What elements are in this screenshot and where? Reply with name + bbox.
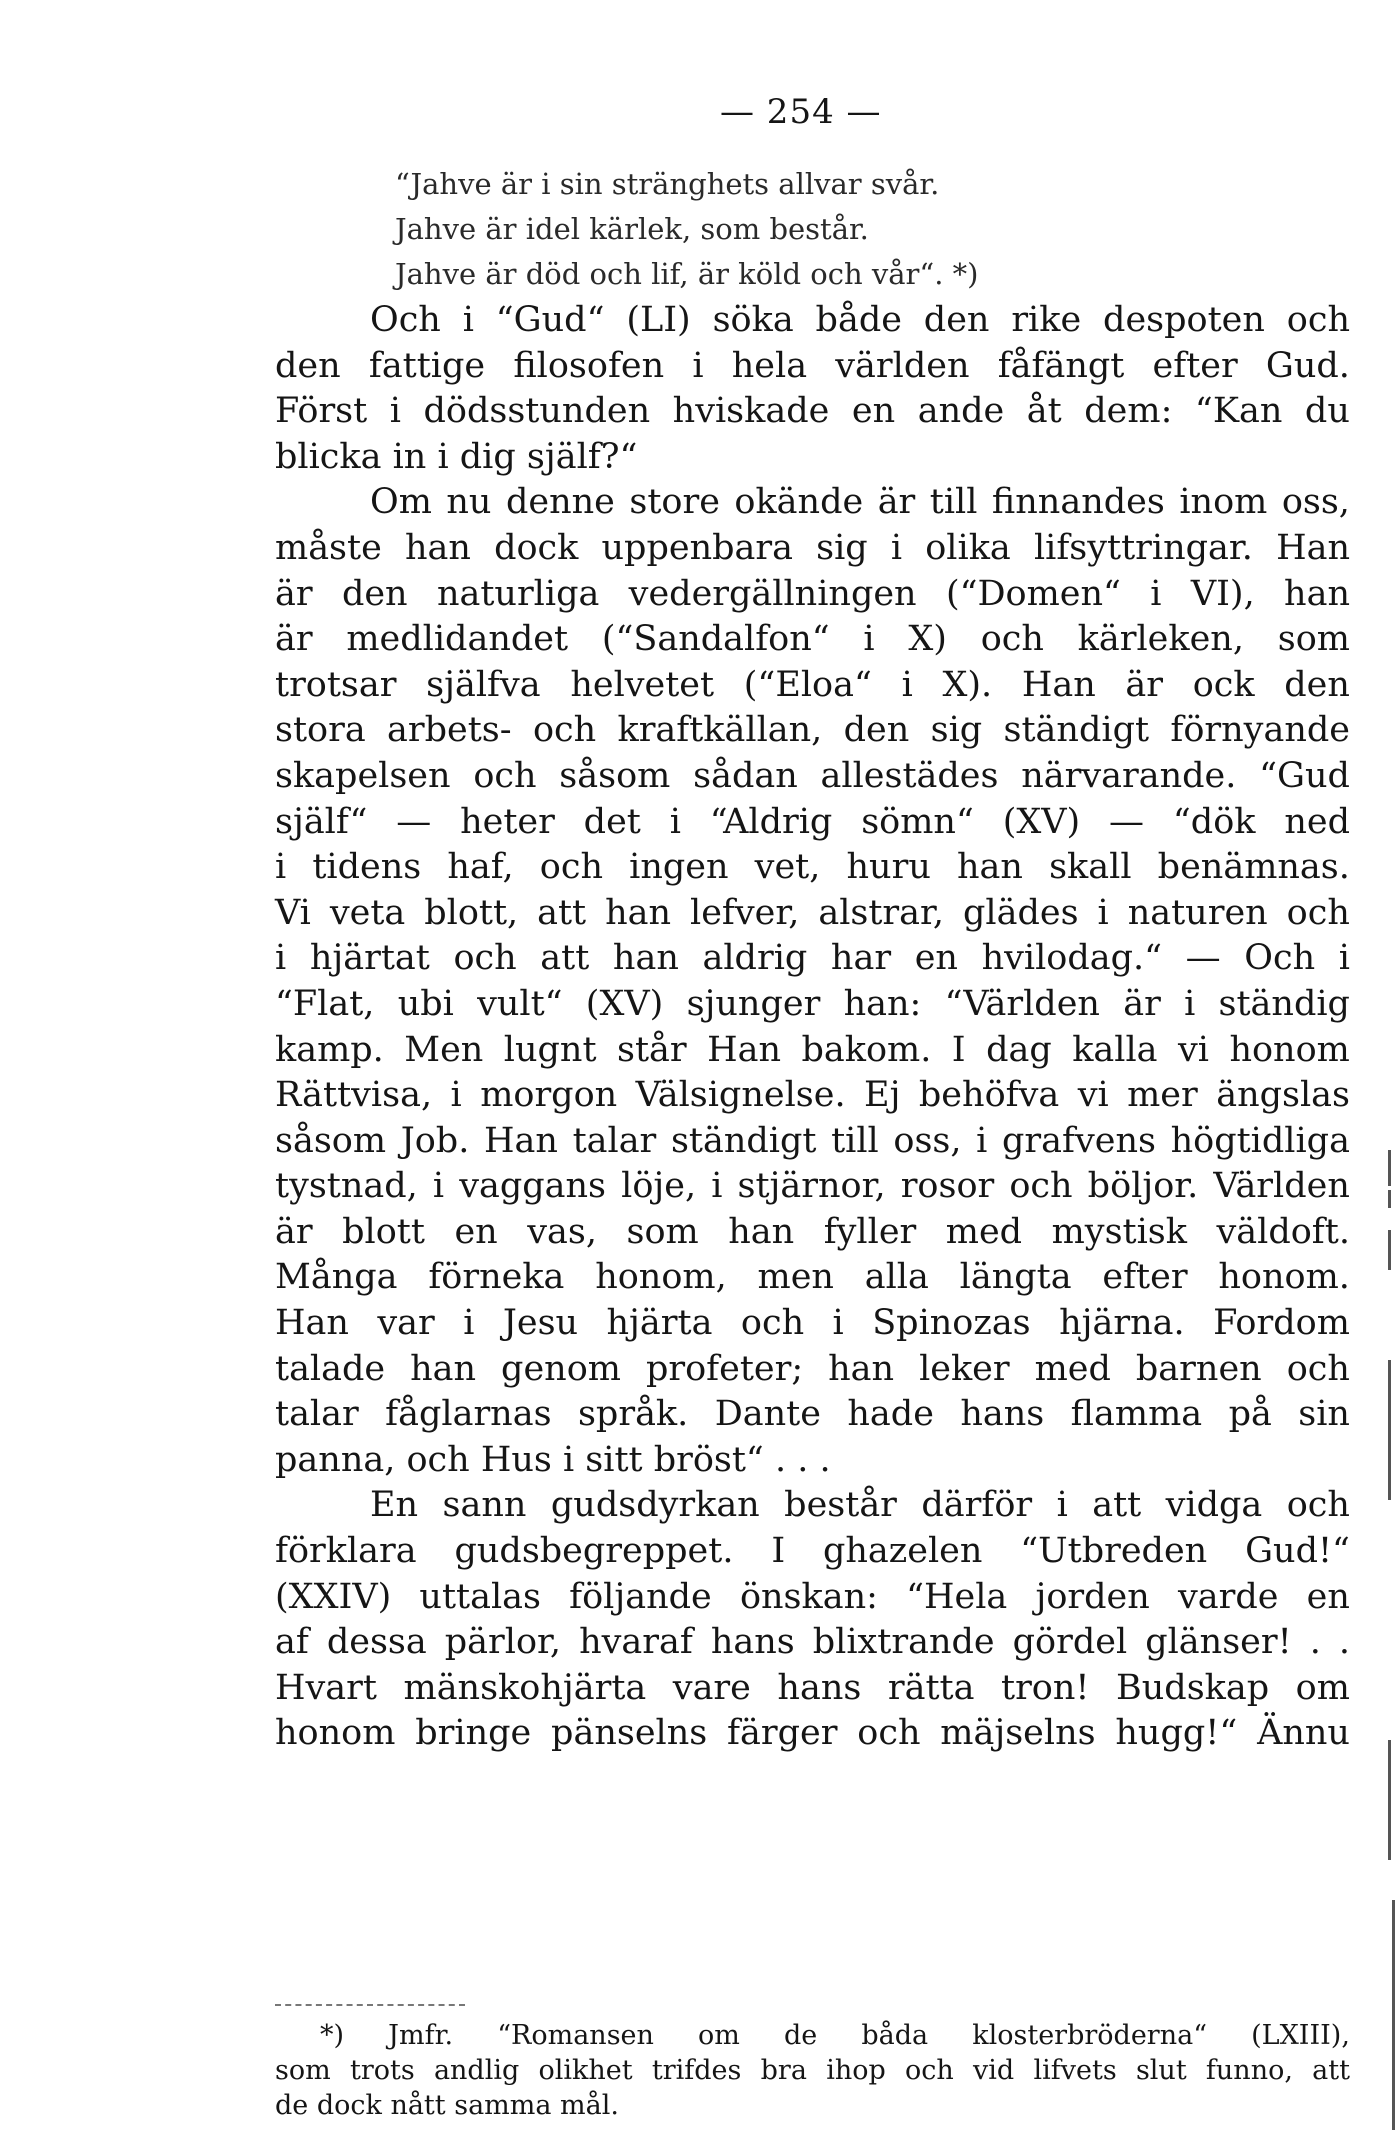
scan-edge-mark — [1388, 1190, 1391, 1208]
text-line: såsom Job. Han talar ständigt till oss, i grafvens högtidliga — [275, 1120, 1350, 1161]
poem-line: Jahve är idel kärlek, som består. — [395, 212, 869, 246]
body-text — [275, 298, 1350, 1757]
poem-line: Jahve är död och lif, är köld och vår“. *) — [395, 257, 979, 291]
text-line: stora arbets- och kraftkällan, den sig ständigt förnyande — [275, 710, 1350, 751]
text-line: i tidens haf, och ingen vet, huru han skall benämnas. — [275, 847, 1350, 888]
scan-edge-mark — [1388, 1150, 1391, 1186]
text-line: honom bringe pänselns färger och mäjselns hugg!“ Ännu — [275, 1713, 1350, 1754]
text-line: talar fåglarnas språk. Dante hade hans flamma på sin — [275, 1394, 1350, 1435]
text-line: Många förneka honom, men alla längta efter honom. — [275, 1257, 1350, 1298]
text-line: “Flat, ubi vult“ (XV) sjunger han: “Världen är i ständig — [275, 983, 1350, 1024]
poem-line: “Jahve är i sin stränghets allvar svår. — [395, 167, 940, 201]
footnote-line: som trots andlig olikhet trifdes bra ihop och vid lifvets slut funno, att — [275, 2055, 1350, 2086]
text-line: förklara gudsbegreppet. I ghazelen “Utbreden Gud!“ — [275, 1531, 1350, 1572]
scan-edge-mark — [1388, 1360, 1391, 1500]
text-line: är den naturliga vedergällningen (“Domen“ i VI), han — [275, 573, 1350, 614]
footnote — [275, 2018, 1350, 2123]
text-line: En sann gudsdyrkan består därför i att vidga och — [370, 1485, 1350, 1526]
scan-edge-mark — [1388, 1230, 1391, 1270]
text-line: kamp. Men lugnt står Han bakom. I dag kalla vi honom — [275, 1029, 1350, 1070]
scan-edge-mark — [1392, 1900, 1395, 2130]
page-number: — 254 — — [720, 92, 882, 132]
text-line: trotsar själfva helvetet (“Eloa“ i X). Han är ock den — [275, 664, 1350, 705]
scan-edge-mark — [1388, 1740, 1391, 1860]
footnote-line: de dock nått samma mål. — [275, 2090, 619, 2121]
text-line: panna, och Hus i sitt bröst“ . . . — [275, 1439, 831, 1480]
text-line: själf“ — heter det i “Aldrig sömn“ (XV) — “dök ned — [275, 801, 1350, 842]
text-line: talade han genom profeter; han leker med barnen och — [275, 1348, 1350, 1389]
text-line: tystnad, i vaggans löje, i stjärnor, rosor och böljor. Världen — [275, 1166, 1350, 1207]
footnote-line: *) Jmfr. “Romansen om de båda klosterbröderna“ (LXIII), — [320, 2020, 1350, 2051]
text-line: i hjärtat och att han aldrig har en hvilodag.“ — Och i — [275, 938, 1350, 979]
text-line: blicka in i dig själf?“ — [275, 436, 638, 477]
text-line: af dessa pärlor, hvaraf hans blixtrande gördel glänser! . . — [275, 1622, 1350, 1663]
text-line: är blott en vas, som han fyller med mystisk väldoft. — [275, 1211, 1350, 1252]
text-line: Vi veta blott, att han lefver, alstrar, glädes i naturen och — [275, 892, 1350, 933]
text-line: Rättvisa, i morgon Välsignelse. Ej behöfva vi mer ängslas — [275, 1075, 1350, 1116]
text-line: Hvart mänskohjärta vare hans rätta tron! Budskap om — [275, 1667, 1350, 1708]
text-line: (XXIV) uttalas följande önskan: “Hela jorden varde en — [275, 1576, 1350, 1617]
text-line: är medlidandet (“Sandalfon“ i X) och kärleken, som — [275, 619, 1350, 660]
footnote-divider — [275, 2004, 465, 2006]
text-line: Och i “Gud“ (LI) söka både den rike despoten och — [370, 300, 1350, 340]
text-line: skapelsen och såsom sådan allestädes närvarande. “Gud — [275, 755, 1350, 796]
poem-quote — [395, 162, 978, 297]
text-line: Först i dödsstunden hviskade en ande åt dem: “Kan du — [275, 391, 1350, 432]
text-line: Han var i Jesu hjärta och i Spinozas hjärna. Fordom — [275, 1303, 1350, 1344]
text-line: måste han dock uppenbara sig i olika lifsyttringar. Han — [275, 527, 1350, 568]
text-line: Om nu denne store okände är till finnandes inom oss, — [370, 482, 1350, 523]
text-line: den fattige filosofen i hela världen fåfängt efter Gud. — [275, 345, 1350, 386]
